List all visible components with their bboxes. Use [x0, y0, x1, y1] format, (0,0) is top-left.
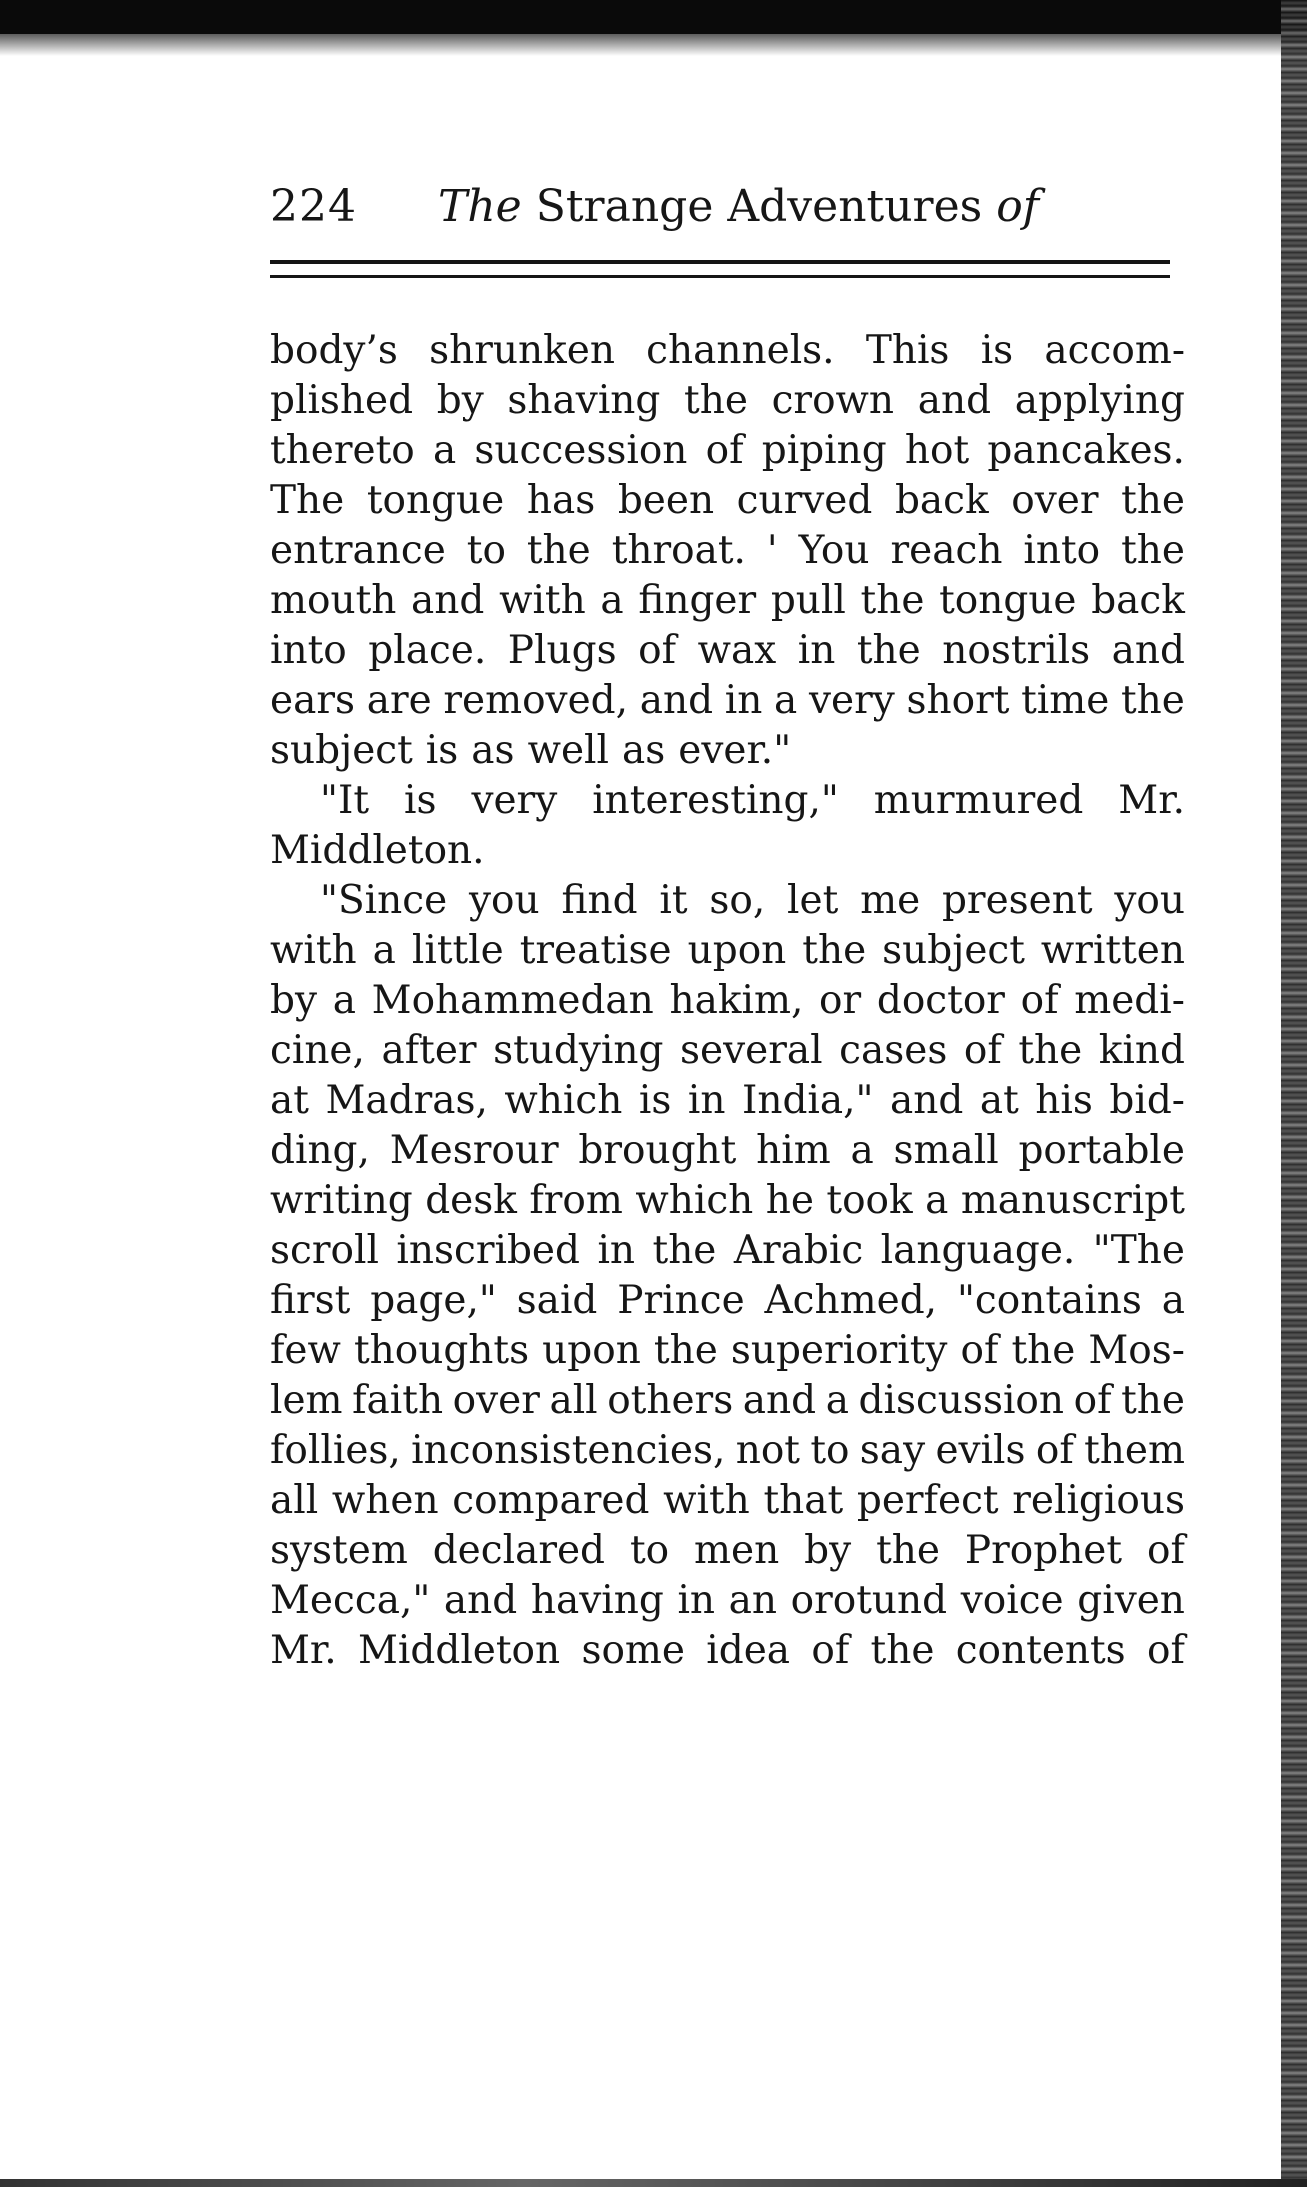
word: over	[452, 1378, 540, 1423]
word: plished	[270, 378, 414, 423]
word: crown	[771, 378, 895, 423]
word: into	[1023, 528, 1101, 573]
word: succession	[474, 428, 688, 473]
word: back	[1091, 578, 1185, 623]
word: and	[411, 578, 485, 623]
word: tongue	[366, 478, 505, 523]
word: desk	[425, 1178, 517, 1223]
word: body’s	[270, 328, 398, 373]
word: ears	[270, 678, 355, 723]
text-line	[270, 576, 1185, 626]
word: a	[332, 978, 356, 1023]
word: ever."	[678, 728, 792, 773]
text-line	[270, 726, 1185, 776]
word: language.	[880, 1228, 1076, 1273]
word: and	[890, 1078, 964, 1123]
text-line	[270, 626, 1185, 676]
word: evils	[935, 1428, 1026, 1473]
word: the	[684, 378, 748, 423]
word: a	[432, 428, 457, 473]
word: Mr.	[270, 1628, 337, 1673]
word: others	[607, 1378, 734, 1423]
word: studying	[493, 1028, 664, 1073]
word: Mos-	[1088, 1328, 1185, 1373]
word: of	[963, 1028, 1002, 1073]
word: and	[1111, 628, 1185, 673]
word: his	[1035, 1078, 1093, 1123]
word: in	[597, 1228, 636, 1273]
word: place.	[368, 628, 487, 673]
text-line	[270, 1526, 1185, 1576]
word: Mecca,"	[270, 1578, 431, 1623]
word: by	[270, 978, 317, 1023]
word: which	[635, 1178, 754, 1223]
word: a	[372, 928, 396, 973]
word: '	[766, 528, 778, 573]
word: having	[530, 1578, 664, 1623]
word: been	[617, 478, 715, 523]
word: the	[870, 1628, 935, 1673]
word: of	[1146, 1628, 1185, 1673]
text-line	[270, 326, 1185, 376]
word: with	[663, 1478, 750, 1523]
word: of	[638, 628, 677, 673]
word: inscribed	[396, 1228, 580, 1273]
word: Prophet	[964, 1528, 1123, 1573]
scan-top-shadow	[0, 34, 1307, 56]
running-title	[438, 172, 1039, 242]
word: Middleton.	[270, 828, 485, 873]
text-line	[270, 1276, 1185, 1326]
scan-top-edge	[0, 0, 1307, 34]
text-line	[270, 926, 1185, 976]
word: by	[436, 378, 484, 423]
text-line	[270, 976, 1185, 1026]
word: time	[1021, 678, 1110, 723]
word: throat.	[611, 528, 746, 573]
word: took	[826, 1178, 913, 1223]
word: with	[270, 928, 357, 973]
word: written	[1040, 928, 1185, 973]
running-header	[270, 172, 1170, 242]
word: the	[1121, 528, 1185, 573]
word: compared	[452, 1478, 650, 1523]
word: the	[1011, 1328, 1076, 1373]
word: is	[403, 778, 437, 823]
word: at	[270, 1078, 309, 1123]
word: said	[516, 1278, 598, 1323]
word: Mohammedan	[371, 978, 654, 1023]
text-line	[270, 1376, 1185, 1426]
word: has	[526, 478, 596, 523]
word: lem	[270, 1378, 343, 1423]
word: Prince	[617, 1278, 745, 1323]
word: with	[499, 578, 586, 623]
word: subject	[270, 728, 413, 773]
word: manuscript	[960, 1178, 1185, 1223]
word: or	[819, 978, 862, 1023]
word: at	[979, 1078, 1019, 1123]
word: Mesrour	[389, 1128, 559, 1173]
header-rule-bottom	[270, 275, 1170, 278]
word: in	[797, 628, 836, 673]
word: in	[687, 1078, 726, 1123]
scan-bottom-edge	[0, 2179, 1307, 2187]
running-title-the: The	[438, 181, 522, 232]
word: the	[1018, 1028, 1083, 1073]
word: is	[425, 728, 459, 773]
word: some	[581, 1628, 685, 1673]
word: India,"	[741, 1078, 874, 1123]
word: "contains	[956, 1278, 1142, 1323]
word: a	[774, 678, 798, 723]
word: superiority	[730, 1328, 948, 1373]
word: orotund	[790, 1578, 948, 1623]
word: find	[561, 878, 638, 923]
word: which	[504, 1078, 623, 1123]
text-line	[270, 676, 1185, 726]
word: portable	[1018, 1128, 1185, 1173]
word: that	[763, 1478, 844, 1523]
text-line	[270, 876, 1185, 926]
word: not	[735, 1428, 800, 1473]
word: it	[659, 878, 688, 923]
word: the	[652, 1228, 717, 1273]
word: in	[724, 678, 763, 723]
word: scroll	[270, 1228, 379, 1273]
word: a	[1161, 1278, 1185, 1323]
word: system	[270, 1528, 408, 1573]
word: nostrils	[942, 628, 1091, 673]
word: well	[527, 728, 609, 773]
word: cine,	[270, 1028, 365, 1073]
page-number: 224	[270, 181, 357, 232]
word: contents	[955, 1628, 1126, 1673]
word: inconsistencies,	[411, 1428, 726, 1473]
word: removed,	[443, 678, 629, 723]
word: cases	[839, 1028, 948, 1073]
word: of	[960, 1328, 999, 1373]
text-line	[270, 1026, 1185, 1076]
word: and	[639, 678, 714, 723]
word: medi-	[1074, 978, 1185, 1023]
text-line	[270, 526, 1185, 576]
word: of	[1020, 978, 1059, 1023]
word: The	[270, 478, 345, 523]
word: wax	[697, 628, 777, 673]
word: as	[471, 728, 515, 773]
word: all	[549, 1378, 598, 1423]
word: an	[728, 1578, 778, 1623]
word: kind	[1098, 1028, 1185, 1073]
word: page,"	[370, 1278, 497, 1323]
word: let	[787, 878, 839, 923]
word: Middleton	[357, 1628, 561, 1673]
text-line	[270, 1626, 1185, 1676]
word: the	[860, 578, 925, 623]
word: accom-	[1044, 328, 1185, 373]
word: into	[270, 628, 347, 673]
word: very	[471, 778, 558, 823]
word: them	[1084, 1428, 1185, 1473]
running-title-of: of	[996, 181, 1039, 232]
word: the	[1121, 678, 1185, 723]
text-line	[270, 1126, 1185, 1176]
word: the	[802, 928, 867, 973]
word: and	[443, 1578, 518, 1623]
word: brought	[578, 1128, 737, 1173]
word: piping	[761, 428, 887, 473]
word: declared	[432, 1528, 606, 1573]
word: entrance	[270, 528, 446, 573]
word: thereto	[270, 428, 415, 473]
word: he	[765, 1178, 814, 1223]
word: upon	[687, 928, 787, 973]
word: thoughts	[353, 1328, 530, 1373]
word: me	[860, 878, 921, 923]
word: This	[865, 328, 950, 373]
text-line	[270, 426, 1185, 476]
word: mouth	[270, 578, 397, 623]
word: "The	[1092, 1228, 1185, 1273]
word: subject	[882, 928, 1025, 973]
word: are	[366, 678, 432, 723]
text-line	[270, 776, 1185, 826]
text-line	[270, 1226, 1185, 1276]
word: him	[756, 1128, 831, 1173]
word: say	[859, 1428, 926, 1473]
word: Plugs	[507, 628, 617, 673]
word: and	[917, 378, 992, 423]
word: the	[1121, 478, 1185, 523]
word: when	[331, 1478, 439, 1523]
word: a	[600, 578, 624, 623]
word: to	[810, 1428, 850, 1473]
word: ding,	[270, 1128, 370, 1173]
word: hot	[904, 428, 970, 473]
text-line	[270, 1476, 1185, 1526]
word: over	[1011, 478, 1099, 523]
word: applying	[1014, 378, 1185, 423]
text-line	[270, 1176, 1185, 1226]
word: so,	[709, 878, 766, 923]
text-line	[270, 826, 1185, 876]
word: treatise	[519, 928, 672, 973]
word: small	[893, 1128, 999, 1173]
scan-right-edge	[1281, 0, 1307, 2187]
word: men	[694, 1528, 780, 1573]
text-line	[270, 376, 1185, 426]
word: channels.	[646, 328, 835, 373]
word: the	[1121, 1378, 1185, 1423]
word: Madras,	[325, 1078, 488, 1123]
word: all	[270, 1478, 319, 1523]
word: to	[629, 1528, 670, 1573]
word: voice	[960, 1578, 1064, 1623]
word: tongue	[939, 578, 1077, 623]
word: and	[742, 1378, 817, 1423]
word: upon	[542, 1328, 641, 1373]
word: very	[808, 678, 895, 723]
word: a	[925, 1178, 949, 1223]
word: first	[270, 1278, 351, 1323]
word: hakim,	[669, 978, 804, 1023]
word: of	[1146, 1528, 1185, 1573]
word: pull	[770, 578, 846, 623]
word: a	[825, 1378, 849, 1423]
word: writing	[270, 1178, 413, 1223]
word: of	[1035, 1428, 1074, 1473]
running-title-main: Strange Adventures	[535, 181, 983, 232]
word: follies,	[270, 1428, 401, 1473]
word: Achmed,	[764, 1278, 938, 1323]
word: bid-	[1109, 1078, 1185, 1123]
word: of	[811, 1628, 850, 1673]
word: back	[894, 478, 989, 523]
word: perfect	[856, 1478, 999, 1523]
word: discussion	[858, 1378, 1065, 1423]
word: as	[621, 728, 666, 773]
word: by	[804, 1528, 852, 1573]
word: the	[526, 528, 591, 573]
word: shaving	[507, 378, 661, 423]
word: idea	[706, 1628, 791, 1673]
word: reach	[890, 528, 1003, 573]
word: religious	[1012, 1478, 1185, 1523]
word: short	[906, 678, 1010, 723]
header-rule-top	[270, 260, 1170, 264]
word: curved	[736, 478, 873, 523]
word: you	[1114, 878, 1185, 923]
word: "Since	[320, 878, 448, 923]
word: after	[381, 1028, 477, 1073]
text-line	[270, 1076, 1185, 1126]
text-line	[270, 1326, 1185, 1376]
word: to	[466, 528, 506, 573]
text-line	[270, 476, 1185, 526]
text-line	[270, 1576, 1185, 1626]
word: Arabic	[733, 1228, 864, 1273]
word: doctor	[876, 978, 1005, 1023]
word: interesting,"	[592, 778, 839, 823]
word: "It	[320, 778, 370, 823]
word: faith	[352, 1378, 444, 1423]
word: few	[270, 1328, 341, 1373]
word: present	[941, 878, 1093, 923]
word: the	[876, 1528, 940, 1573]
body-text	[270, 326, 1185, 1676]
word: you	[468, 878, 540, 923]
word: finger	[638, 578, 757, 623]
word: of	[705, 428, 744, 473]
word: murmured	[873, 778, 1084, 823]
word: You	[798, 528, 870, 573]
word: Mr.	[1118, 778, 1185, 823]
word: is	[980, 328, 1014, 373]
word: is	[638, 1078, 672, 1123]
word: in	[677, 1578, 716, 1623]
word: a	[850, 1128, 874, 1173]
word: the	[856, 628, 921, 673]
word: pancakes.	[987, 428, 1185, 473]
word: given	[1077, 1578, 1185, 1623]
word: several	[680, 1028, 823, 1073]
word: from	[529, 1178, 623, 1223]
text-line	[270, 1426, 1185, 1476]
word: of	[1073, 1378, 1112, 1423]
word: the	[653, 1328, 718, 1373]
word: little	[411, 928, 504, 973]
word: shrunken	[429, 328, 615, 373]
